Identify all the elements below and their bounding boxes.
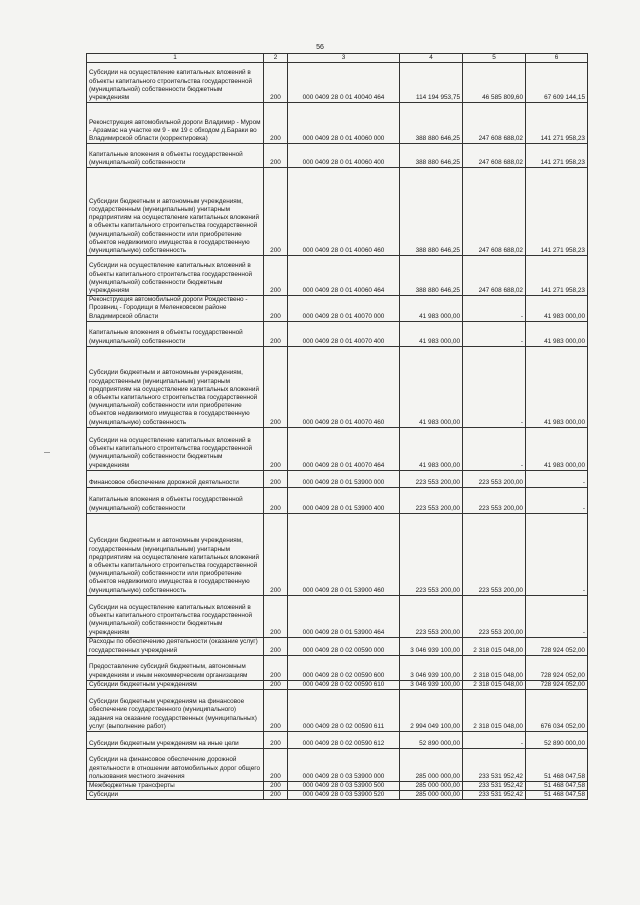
row-code: 000 0409 28 0 02 00590 612 (288, 732, 400, 749)
row-amount-1: 41 983 000,00 (400, 321, 463, 346)
row-vr: 200 (264, 427, 288, 470)
row-amount-1: 41 983 000,00 (400, 427, 463, 470)
row-amount-3: 728 924 052,00 (526, 680, 588, 689)
row-amount-3: 51 468 047,58 (526, 782, 588, 791)
column-header: 1 (87, 54, 264, 63)
row-amount-1: 285 000 000,00 (400, 791, 463, 800)
row-amount-1: 223 553 200,00 (400, 487, 463, 513)
row-amount-2: 2 318 015 048,00 (463, 680, 526, 689)
row-code: 000 0409 28 0 01 40040 464 (288, 63, 400, 103)
table-row (87, 791, 588, 800)
row-amount-2: 233 531 952,42 (463, 791, 526, 800)
row-amount-2: 2 318 015 048,00 (463, 637, 526, 655)
row-amount-3: - (526, 513, 588, 595)
row-code: 000 0409 28 0 01 40070 464 (288, 427, 400, 470)
row-code: 000 0409 28 0 03 53900 000 (288, 749, 400, 782)
row-amount-3: 141 271 958,23 (526, 168, 588, 256)
row-code: 000 0409 28 0 01 53900 000 (288, 470, 400, 487)
row-amount-2: 247 608 688,02 (463, 168, 526, 256)
row-amount-2: 2 318 015 048,00 (463, 690, 526, 732)
row-amount-3: 41 983 000,00 (526, 427, 588, 470)
row-name: Предоставление субсидий бюджетным, автономным учреждениям и иным некоммерческим организациям (87, 655, 264, 680)
row-name: Капитальные вложения в объекты государственной (муниципальной) собственности (87, 144, 264, 168)
row-vr: 200 (264, 321, 288, 346)
budget-table (86, 53, 588, 800)
table-row (87, 103, 588, 144)
row-amount-2: 223 553 200,00 (463, 470, 526, 487)
table-row (87, 470, 588, 487)
row-vr: 200 (264, 487, 288, 513)
row-code: 000 0409 28 0 01 40070 000 (288, 296, 400, 322)
row-amount-3: 51 468 047,58 (526, 791, 588, 800)
row-amount-2: 46 585 809,60 (463, 63, 526, 103)
row-name: Субсидии бюджетным и автономным учреждениям, государственным (муниципальным) унитарным предприятиям на осуществление капитальных вложений в объекты капитального строительства государственной (муниципальной) собственности или приобретение объектов недвижимого имущества в государственную (муниципальную) собственность (87, 168, 264, 256)
row-amount-1: 3 046 939 100,00 (400, 655, 463, 680)
table-row (87, 782, 588, 791)
row-name: Субсидии на осуществление капитальных вложений в объекты капитального строительства государственной (муниципальной) собственности бюджетным учреждениям (87, 427, 264, 470)
column-header: 4 (400, 54, 463, 63)
row-vr: 200 (264, 732, 288, 749)
row-vr: 200 (264, 168, 288, 256)
table-row (87, 296, 588, 322)
row-code: 000 0409 28 0 01 40060 460 (288, 168, 400, 256)
row-amount-3: - (526, 487, 588, 513)
row-amount-1: 41 983 000,00 (400, 296, 463, 322)
row-vr: 200 (264, 256, 288, 296)
row-code: 000 0409 28 0 01 53900 400 (288, 487, 400, 513)
table-row (87, 749, 588, 782)
row-name: Субсидии на осуществление капитальных вложений в объекты капитального строительства государственной (муниципальной) собственности бюджетным учреждениям (87, 595, 264, 637)
row-vr: 200 (264, 346, 288, 427)
table-row (87, 346, 588, 427)
row-vr: 200 (264, 782, 288, 791)
row-name: Субсидии бюджетным учреждениям на иные цели (87, 732, 264, 749)
column-header: 3 (288, 54, 400, 63)
row-amount-3: 51 468 047,58 (526, 749, 588, 782)
row-name: Субсидии бюджетным и автономным учреждениям, государственным (муниципальным) унитарным предприятиям на осуществление капитальных вложений в объекты капитального строительства государственной (муниципальной) собственности или приобретение объектов недвижимого имущества в государственную (муниципальную) собственность (87, 346, 264, 427)
row-amount-3: 41 983 000,00 (526, 296, 588, 322)
row-amount-3: 728 924 052,00 (526, 637, 588, 655)
page-number: 56 (316, 44, 324, 51)
row-amount-2: 233 531 952,42 (463, 749, 526, 782)
row-name: Субсидии бюджетным учреждениям (87, 680, 264, 689)
margin-mark (44, 452, 50, 453)
row-name: Межбюджетные трансферты (87, 782, 264, 791)
table-row (87, 680, 588, 689)
table-row (87, 168, 588, 256)
column-header: 6 (526, 54, 588, 63)
row-amount-3: 141 271 958,23 (526, 103, 588, 144)
row-amount-3: 728 924 052,00 (526, 655, 588, 680)
row-name: Капитальные вложения в объекты государственной (муниципальной) собственности (87, 487, 264, 513)
table-row (87, 595, 588, 637)
row-amount-2: 2 318 015 048,00 (463, 655, 526, 680)
table-row (87, 256, 588, 296)
row-code: 000 0409 28 0 01 53900 460 (288, 513, 400, 595)
row-code: 000 0409 28 0 01 40070 400 (288, 321, 400, 346)
row-code: 000 0409 28 0 01 40060 000 (288, 103, 400, 144)
row-amount-1: 388 880 646,25 (400, 103, 463, 144)
row-name: Субсидии бюджетным учреждениям на финансовое обеспечение государственного (муниципального) задания на оказание государственных (муниципальных) услуг (выполнение работ) (87, 690, 264, 732)
table-row (87, 690, 588, 732)
row-amount-2: 223 553 200,00 (463, 487, 526, 513)
row-name: Финансовое обеспечение дорожной деятельности (87, 470, 264, 487)
row-vr: 200 (264, 637, 288, 655)
row-vr: 200 (264, 595, 288, 637)
row-vr: 200 (264, 296, 288, 322)
row-code: 000 0409 28 0 02 00590 600 (288, 655, 400, 680)
row-vr: 200 (264, 655, 288, 680)
row-amount-3: - (526, 595, 588, 637)
row-amount-3: - (526, 470, 588, 487)
row-amount-3: 52 890 000,00 (526, 732, 588, 749)
row-amount-1: 41 983 000,00 (400, 346, 463, 427)
row-amount-3: 41 983 000,00 (526, 321, 588, 346)
row-amount-2: 223 553 200,00 (463, 513, 526, 595)
row-amount-2: - (463, 296, 526, 322)
row-amount-1: 223 553 200,00 (400, 513, 463, 595)
table-row (87, 513, 588, 595)
row-code: 000 0409 28 0 02 00590 611 (288, 690, 400, 732)
row-code: 000 0409 28 0 01 40060 464 (288, 256, 400, 296)
row-amount-1: 223 553 200,00 (400, 470, 463, 487)
row-amount-2: 223 553 200,00 (463, 595, 526, 637)
row-name: Капитальные вложения в объекты государственной (муниципальной) собственности (87, 321, 264, 346)
row-code: 000 0409 28 0 01 40070 460 (288, 346, 400, 427)
row-amount-1: 52 890 000,00 (400, 732, 463, 749)
row-amount-2: - (463, 321, 526, 346)
row-code: 000 0409 28 0 03 53900 520 (288, 791, 400, 800)
row-vr: 200 (264, 749, 288, 782)
row-vr: 200 (264, 470, 288, 487)
row-amount-3: 67 609 144,15 (526, 63, 588, 103)
row-name: Субсидии на осуществление капитальных вложений в объекты капитального строительства государственной (муниципальной) собственности бюджетным учреждениям (87, 256, 264, 296)
row-name: Реконструкция автомобильной дороги Рождествено - Прозвниц - Городищи в Меленковском районе Владимирской области (87, 296, 264, 322)
table-row (87, 487, 588, 513)
row-name: Субсидии бюджетным и автономным учреждениям, государственным (муниципальным) унитарным предприятиям на осуществление капитальных вложений в объекты капитального строительства государственной (муниципальной) собственности или приобретение объектов недвижимого имущества в государственную (муниципальную) собственность (87, 513, 264, 595)
row-vr: 200 (264, 144, 288, 168)
table-row (87, 637, 588, 655)
row-amount-1: 2 994 049 100,00 (400, 690, 463, 732)
row-amount-3: 141 271 958,23 (526, 256, 588, 296)
row-amount-1: 114 194 953,75 (400, 63, 463, 103)
row-amount-3: 41 983 000,00 (526, 346, 588, 427)
row-name: Расходы по обеспечению деятельности (оказание услуг) государственных учреждений (87, 637, 264, 655)
table-row (87, 655, 588, 680)
row-amount-1: 285 000 000,00 (400, 782, 463, 791)
row-name: Субсидии на осуществление капитальных вложений в объекты капитального строительства государственной (муниципальной) собственности бюджетным учреждениям (87, 63, 264, 103)
row-amount-1: 223 553 200,00 (400, 595, 463, 637)
row-vr: 200 (264, 103, 288, 144)
row-amount-2: 247 608 688,02 (463, 256, 526, 296)
table-row (87, 63, 588, 103)
row-amount-2: - (463, 732, 526, 749)
table-row (87, 321, 588, 346)
row-amount-1: 285 000 000,00 (400, 749, 463, 782)
row-amount-1: 3 046 939 100,00 (400, 637, 463, 655)
row-code: 000 0409 28 0 03 53900 500 (288, 782, 400, 791)
row-vr: 200 (264, 63, 288, 103)
row-code: 000 0409 28 0 02 00590 000 (288, 637, 400, 655)
row-vr: 200 (264, 680, 288, 689)
table-row (87, 732, 588, 749)
row-amount-2: 233 531 952,42 (463, 782, 526, 791)
row-name: Реконструкция автомобильной дороги Владимир - Муром - Арзамас на участке км 9 - км 19 с обходом д.Бараки во Владимирской области (корректировка) (87, 103, 264, 144)
row-amount-1: 388 880 646,25 (400, 144, 463, 168)
column-header: 2 (264, 54, 288, 63)
row-vr: 200 (264, 513, 288, 595)
row-code: 000 0409 28 0 01 40060 400 (288, 144, 400, 168)
row-amount-1: 3 046 939 100,00 (400, 680, 463, 689)
row-amount-3: 676 034 052,00 (526, 690, 588, 732)
row-amount-2: - (463, 427, 526, 470)
row-code: 000 0409 28 0 01 53900 464 (288, 595, 400, 637)
column-header: 5 (463, 54, 526, 63)
row-vr: 200 (264, 690, 288, 732)
table-row (87, 144, 588, 168)
row-amount-1: 388 880 646,25 (400, 168, 463, 256)
row-code: 000 0409 28 0 02 00590 610 (288, 680, 400, 689)
row-name: Субсидии (87, 791, 264, 800)
row-amount-2: - (463, 346, 526, 427)
table-row (87, 427, 588, 470)
table-header-row (87, 54, 588, 63)
row-amount-1: 388 880 646,25 (400, 256, 463, 296)
row-name: Субсидии на финансовое обеспечение дорожной деятельности в отношении автомобильных дорог общего пользования местного значения (87, 749, 264, 782)
row-vr: 200 (264, 791, 288, 800)
row-amount-2: 247 608 688,02 (463, 103, 526, 144)
row-amount-2: 247 608 688,02 (463, 144, 526, 168)
row-amount-3: 141 271 958,23 (526, 144, 588, 168)
